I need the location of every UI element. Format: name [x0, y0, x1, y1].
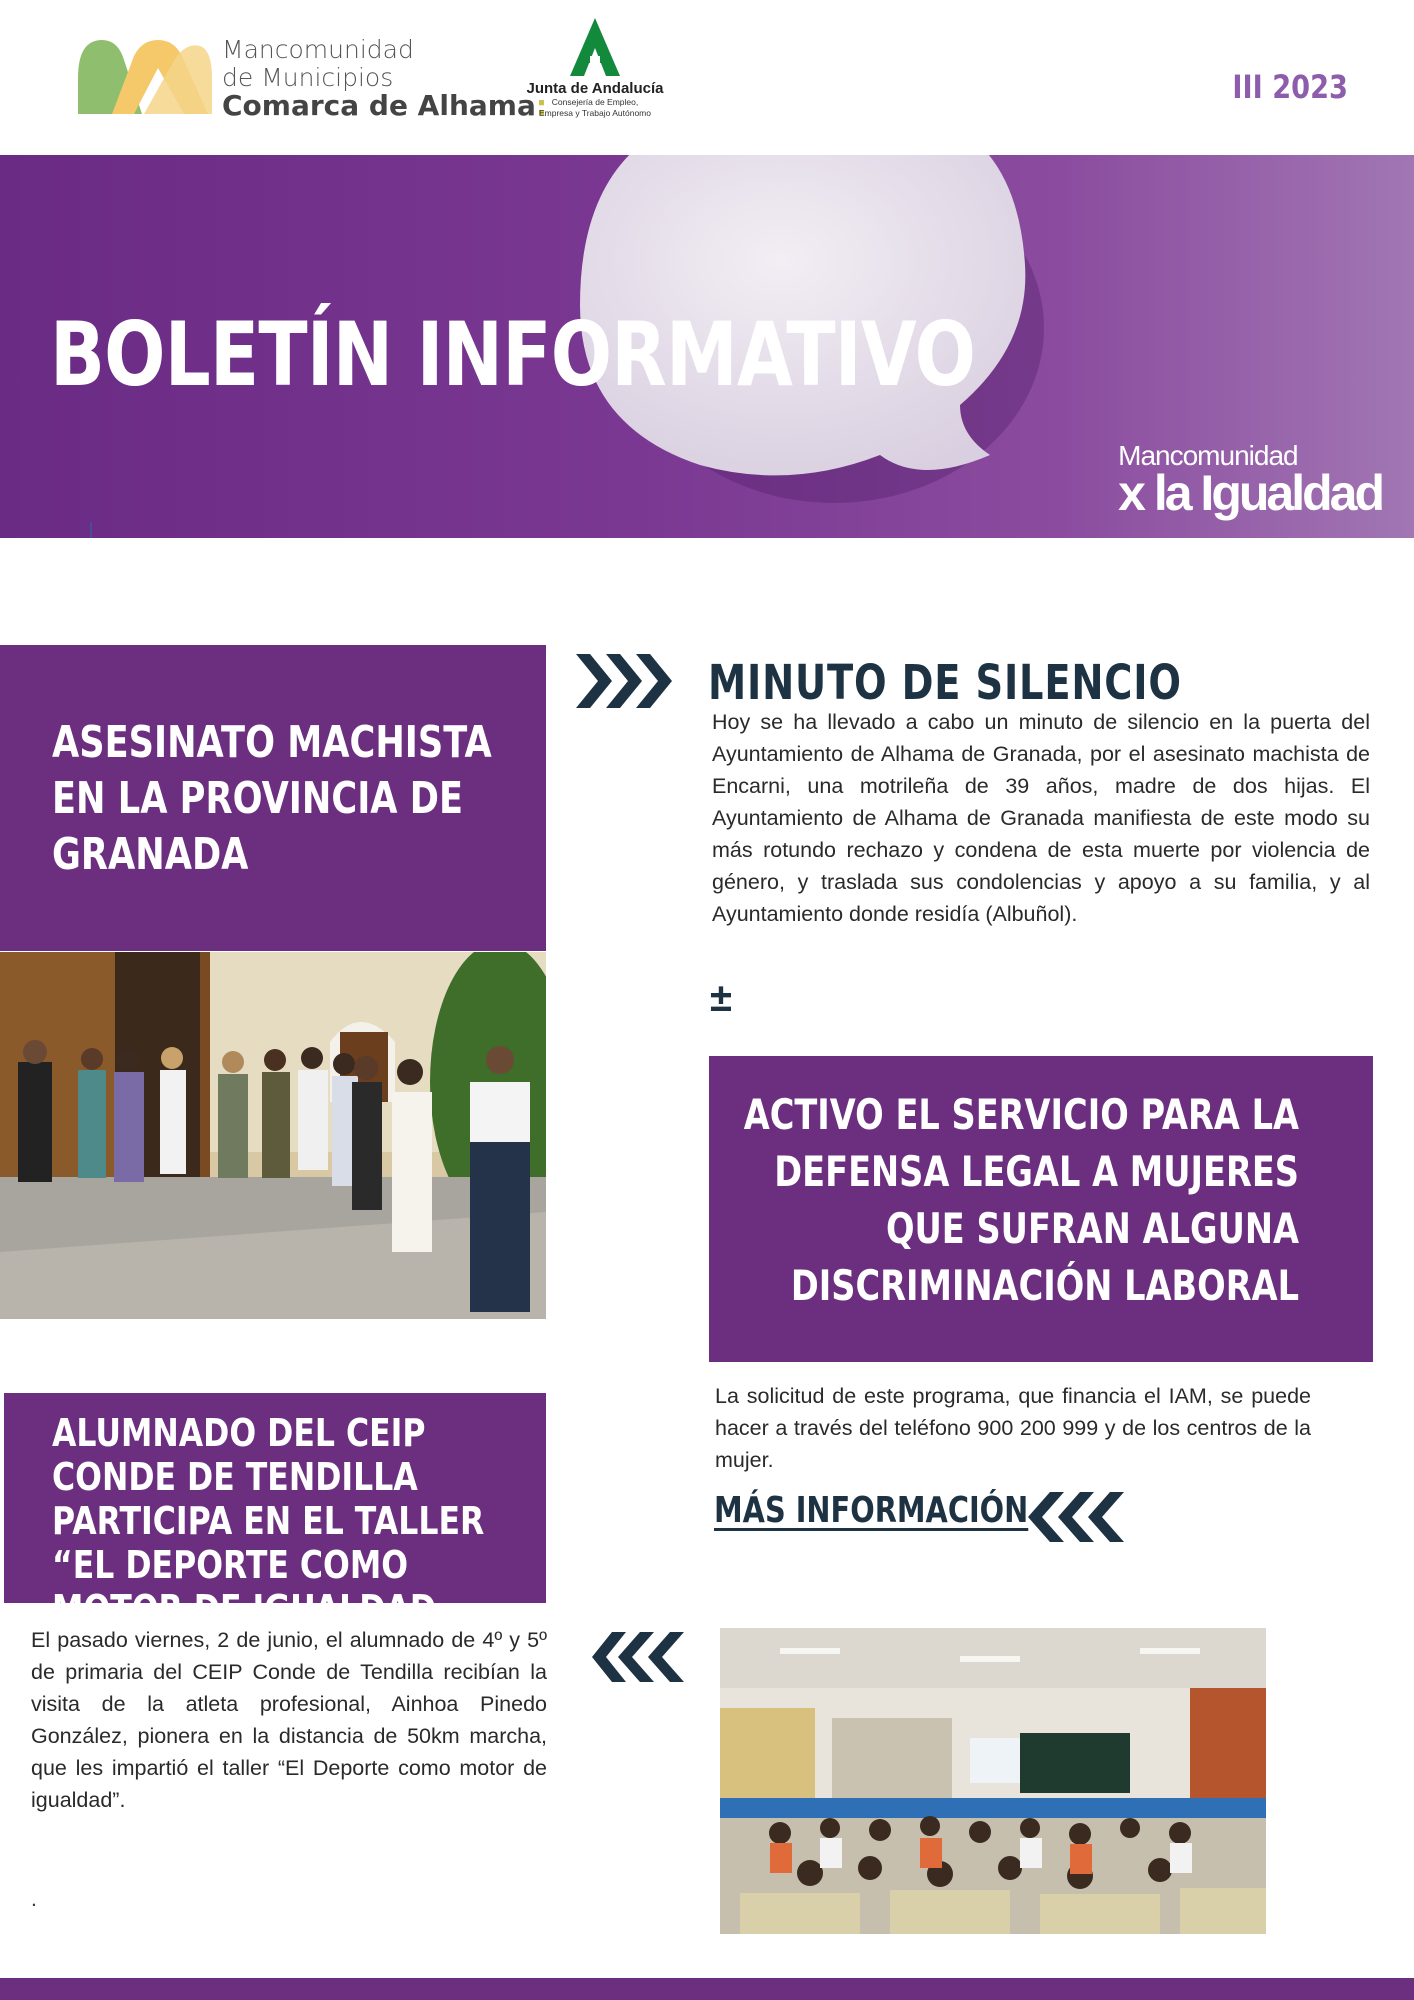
section-ceip-box	[4, 1393, 546, 1631]
section-defensa-legal-title: ACTIVO EL SERVICIO PARA LA DEFENSA LEGAL A MUJERES QUE SUFRAN ALGUNA DISCRIMINACIÓN LABORAL	[743, 1090, 1299, 1310]
minuto-silencio-body: Hoy se ha llevado a cabo un minuto de silencio en la puerta del Ayuntamiento de Alhama de Granada, por el asesinato machista de Encarni, una motrileña de 39 años, madre de dos hijas. El Ayuntamiento de Alhama de Granada manifiesta de este modo su más rotundo rechazo y condena de esta muerte por violencia de género, y traslada sus condolencias y apoyo a su familia, y al Ayuntamiento donde residía (Albuñol).	[712, 710, 1370, 926]
photo-minuto-silencio	[0, 952, 546, 1319]
ceip-body: El pasado viernes, 2 de junio, el alumnado de 4º y 5º de primaria del CEIP Conde de Tendilla recibían la visita de la atleta profesional, Ainhoa Pinedo González, pionera en la distancia de 50km marcha, que les impartió el taller “El Deporte como motor de igualdad”.	[31, 1628, 547, 1812]
issue-number: III 2023	[1232, 68, 1348, 106]
section-asesinato-title: ASESINATO MACHISTA EN LA PROVINCIA DE GRANADA	[52, 717, 492, 880]
logo-line-1: Mancomunidad	[222, 35, 414, 64]
mas-informacion-link[interactable]: MÁS INFORMACIÓN	[714, 1490, 1029, 1531]
plus-minus-icon: ±	[710, 976, 732, 1020]
section-defensa-legal-box	[709, 1056, 1373, 1362]
photo-classroom	[720, 1628, 1266, 1934]
mancomunidad-logo-text	[222, 36, 547, 120]
section-ceip-title: ALUMNADO DEL CEIP CONDE DE TENDILLA PARTICIPA EN EL TALLER “EL DEPORTE COMO MOTOR DE IGUALDAD	[52, 1411, 485, 1631]
footer-bar	[0, 1978, 1414, 2000]
section-asesinato-box	[0, 645, 546, 951]
junta-andalucia-icon	[564, 16, 626, 78]
trailing-dot: .	[31, 1888, 37, 1911]
logo-line-3: Comarca de Alhama:	[222, 89, 548, 122]
defensa-legal-body: La solicitud de este programa, que financia el IAM, se puede hacer a través del teléfono 900 200 999 y de los centros de la mujer.	[715, 1384, 1311, 1472]
junta-dept-2: Empresa y Trabajo Autónomo	[539, 108, 651, 118]
banner-title: BOLETÍN INFORMATIVO	[50, 303, 976, 406]
junta-dept-1: Consejería de Empleo,	[551, 97, 639, 107]
junta-name: Junta de Andalucía	[526, 80, 664, 97]
junta-andalucia-logo	[520, 16, 670, 119]
minuto-silencio-heading: MINUTO DE SILENCIO	[708, 655, 1182, 711]
chevrons-right-icon	[576, 654, 676, 708]
chevrons-left-icon	[1028, 1492, 1124, 1542]
logo-line-2: de Municipios	[222, 63, 394, 92]
chevrons-left-icon-2	[592, 1632, 684, 1682]
brand-line-1: Mancomunidad	[1118, 440, 1298, 471]
divider-tick	[90, 522, 92, 538]
hero-banner	[0, 155, 1414, 538]
brand-line-2: x la Igualdad	[1118, 465, 1382, 521]
mancomunidad-logo-icon	[72, 34, 214, 120]
igualdad-brand-logo	[1118, 440, 1382, 521]
